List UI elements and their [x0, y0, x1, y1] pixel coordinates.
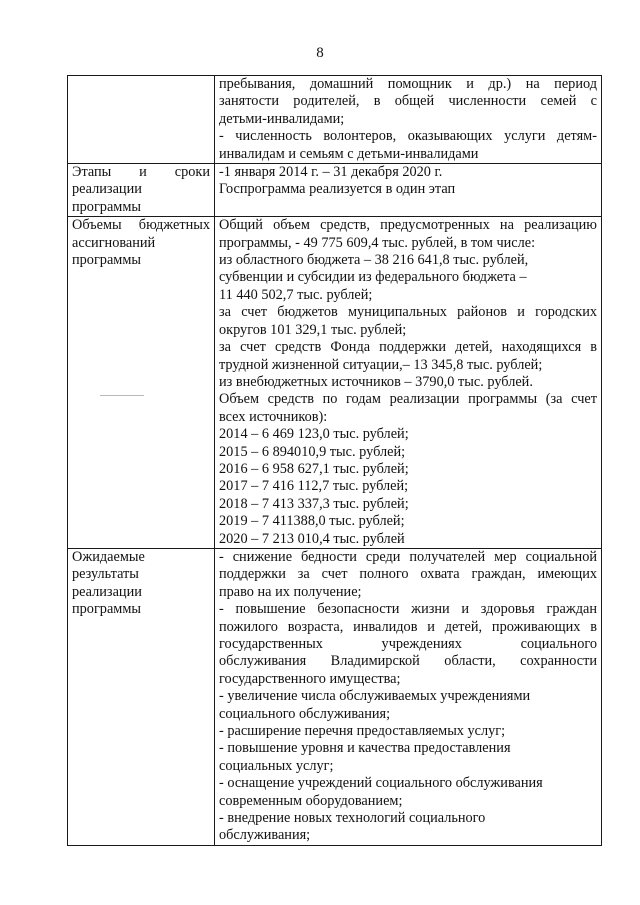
content-line: современным оборудованием; [219, 792, 403, 809]
content-line: за счет бюджетов муниципальных районов и городских [219, 304, 597, 321]
content-line: программы, - 49 775 609,4 тыс. рублей, в том числе: [219, 234, 536, 251]
row-previous-indicators [68, 76, 602, 164]
content-line: - повышение безопасности жизни и здоровья граждан [219, 601, 597, 618]
content-line: - увеличение числа обслуживаемых учреждениями [219, 688, 531, 705]
content-line: Госпрограмма реализуется в один этап [219, 181, 456, 198]
content-line: всех источников): [219, 408, 328, 425]
label-line: ассигнований [72, 234, 156, 251]
content-line: из областного бюджета – 38 216 641,8 тыс. рублей, [219, 252, 529, 269]
content-line: право на их получение; [219, 583, 362, 600]
label-line: результаты [72, 566, 139, 583]
label-line: программы [72, 601, 142, 618]
content-line: Общий объем средств, предусмотренных на реализацию [219, 217, 597, 234]
row-budget-allocations [68, 217, 602, 549]
content-line: округов 101 329,1 тыс. рублей; [219, 321, 407, 338]
content-line: социального обслуживания; [219, 705, 391, 722]
content-line: 2016 – 6 958 627,1 тыс. рублей; [219, 460, 409, 477]
content-line: 11 440 502,7 тыс. рублей; [219, 286, 373, 303]
content-line: - расширение перечня предоставляемых услуг; [219, 723, 506, 740]
content-line: обслуживания Владимирской области, сохранности [219, 653, 597, 670]
content-line: социальных услуг; [219, 757, 334, 774]
content-line: обслуживания; [219, 827, 311, 844]
content-line: 2020 – 7 213 010,4 тыс. рублей [219, 530, 405, 547]
label-line: реализации [72, 583, 142, 600]
content-line: субвенции и субсидии из федерального бюджета – [219, 269, 527, 286]
content-line: инвалидам и семьям с детьми-инвалидами [219, 145, 479, 162]
row-content-cell [215, 164, 602, 217]
content-line: трудной жизненной ситуации,– 13 345,8 тыс. рублей; [219, 356, 543, 373]
passport-table-body [68, 76, 602, 846]
scan-artifact-line [100, 395, 144, 396]
content-line: - численность волонтеров, оказывающих услуги детям- [219, 128, 597, 145]
row-content-cell [215, 217, 602, 549]
row-label-cell [68, 164, 215, 217]
content-line: детьми-инвалидами; [219, 110, 345, 127]
row-label-cell [68, 548, 215, 845]
row-content-cell [215, 76, 602, 164]
program-passport-table [67, 75, 602, 846]
content-line: Объем средств по годам реализации программы (за счет [219, 391, 597, 408]
content-line: 2019 – 7 411388,0 тыс. рублей; [219, 513, 405, 530]
label-line: Объемы бюджетных [72, 217, 210, 234]
content-line: - снижение бедности среди получателей мер социальной [219, 548, 597, 565]
content-line: государственных учреждениях социального [219, 636, 597, 652]
content-line: 2017 – 7 416 112,7 тыс. рублей; [219, 478, 409, 495]
page-number: 8 [316, 45, 324, 61]
content-line: 2014 – 6 469 123,0 тыс. рублей; [219, 426, 409, 443]
label-line: программы [72, 198, 142, 215]
row-stages-and-terms [68, 164, 602, 217]
content-line: - повышение уровня и качества предоставления [219, 740, 511, 757]
row-expected-results [68, 548, 602, 845]
content-line: из внебюджетных источников – 3790,0 тыс. рублей. [219, 373, 533, 390]
content-line: за счет средств Фонда поддержки детей, находящихся в [219, 339, 597, 356]
content-line: 2018 – 7 413 337,3 тыс. рублей; [219, 495, 409, 512]
content-line: - внедрение новых технологий социального [219, 810, 486, 827]
content-line: занятости родителей, в общей численности семей с [219, 93, 597, 110]
content-line: государственного имущества; [219, 670, 401, 687]
content-line: 2015 – 6 894010,9 тыс. рублей; [219, 443, 406, 460]
content-line: - оснащение учреждений социального обслуживания [219, 775, 543, 792]
content-line: -1 января 2014 г. – 31 декабря 2020 г. [219, 164, 443, 181]
content-line: пребывания, домашний помощник и др.) на период [219, 76, 597, 92]
label-line: программы [72, 252, 142, 269]
label-line: реализации [72, 181, 142, 198]
label-line: Ожидаемые [72, 548, 145, 565]
content-line: поддержки за счет полного охвата граждан, имеющих [219, 566, 597, 583]
content-line: пожилого возраста, инвалидов и детей, проживающих в [219, 618, 597, 635]
row-label-cell [68, 217, 215, 549]
row-content-cell [215, 548, 602, 845]
row-label-cell [68, 76, 215, 164]
label-line: Этапы и сроки [72, 164, 210, 181]
